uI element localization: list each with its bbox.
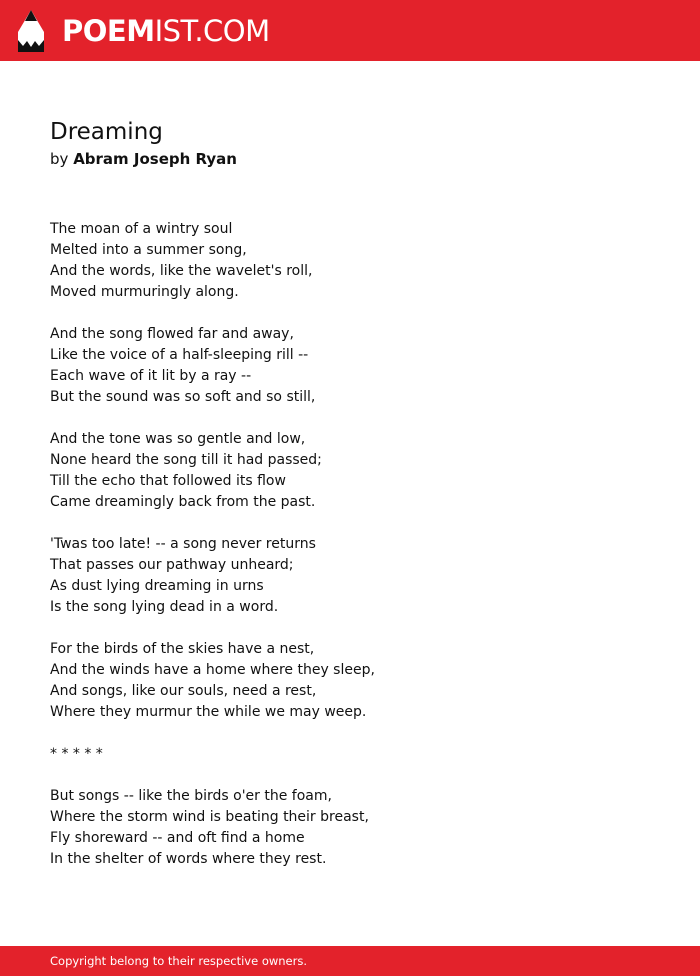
- poem-line: * * * * *: [50, 746, 103, 762]
- brand-light: IST.COM: [154, 14, 270, 48]
- brand-bold: POEM: [62, 14, 155, 48]
- poem-title: Dreaming: [50, 119, 163, 145]
- poem-line: The moan of a wintry soul: [50, 221, 233, 237]
- poem-line: And songs, like our souls, need a rest,: [50, 683, 317, 699]
- stanza: [50, 324, 650, 408]
- poem-body: [50, 219, 650, 891]
- pencil-tip-icon: [18, 10, 44, 52]
- byline: [50, 149, 237, 169]
- poem-line: For the birds of the skies have a nest,: [50, 641, 315, 657]
- stanza: [50, 744, 650, 765]
- by-prefix: by: [50, 150, 69, 168]
- poem-line: 'Twas too late! -- a song never returns: [50, 536, 316, 552]
- poem-line: But the sound was so soft and so still,: [50, 389, 316, 405]
- poem-line: Is the song lying dead in a word.: [50, 599, 279, 615]
- poem-line: Where the storm wind is beating their breast,: [50, 809, 369, 825]
- stanza: [50, 786, 650, 870]
- poem-line: Where they murmur the while we may weep.: [50, 704, 367, 720]
- poem-line: Each wave of it lit by a ray --: [50, 368, 252, 384]
- poem-line: And the words, like the wavelet's roll,: [50, 263, 313, 279]
- poem-line: That passes our pathway unheard;: [50, 557, 294, 573]
- stanza: [50, 429, 650, 513]
- poem-line: Like the voice of a half-sleeping rill --: [50, 347, 309, 363]
- poem-line: Till the echo that followed its flow: [50, 473, 286, 489]
- poem-line: In the shelter of words where they rest.: [50, 851, 327, 867]
- site-logo-text[interactable]: [62, 14, 270, 48]
- site-footer: [0, 946, 700, 976]
- poem-line: And the song flowed far and away,: [50, 326, 294, 342]
- author-name: Abram Joseph Ryan: [73, 150, 237, 168]
- stanza: [50, 639, 650, 723]
- site-header: [0, 0, 700, 61]
- poem-line: As dust lying dreaming in urns: [50, 578, 264, 594]
- poem-line: Moved murmuringly along.: [50, 284, 239, 300]
- stanza: [50, 219, 650, 303]
- copyright-text: Copyright belong to their respective owners.: [50, 954, 308, 968]
- poem-line: Melted into a summer song,: [50, 242, 247, 258]
- poem-line: Came dreamingly back from the past.: [50, 494, 316, 510]
- poem-line: Fly shoreward -- and oft find a home: [50, 830, 305, 846]
- poem-line: And the tone was so gentle and low,: [50, 431, 306, 447]
- poem-line: But songs -- like the birds o'er the foam,: [50, 788, 332, 804]
- poem-line: None heard the song till it had passed;: [50, 452, 322, 468]
- stanza: [50, 534, 650, 618]
- poem-line: And the winds have a home where they sleep,: [50, 662, 375, 678]
